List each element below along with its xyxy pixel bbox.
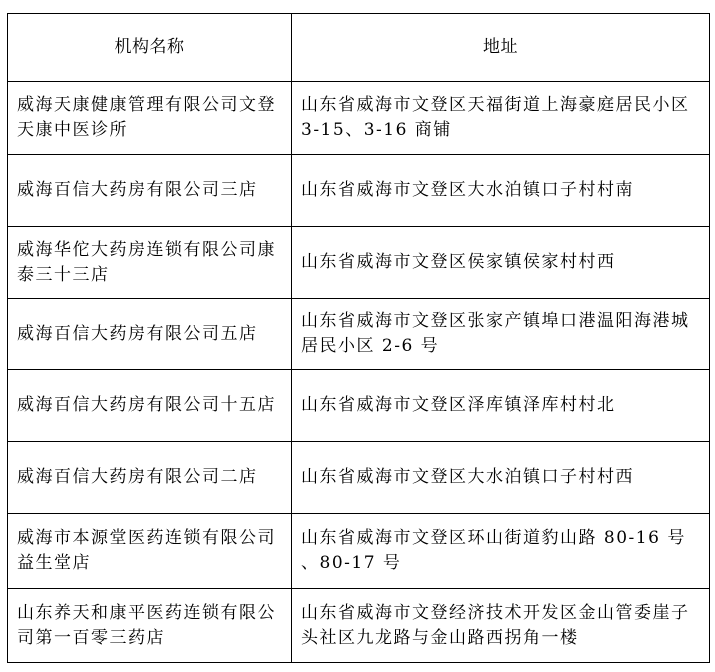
table-row xyxy=(8,370,710,442)
institution-name-cell: 威海华佗大药房连锁有限公司康泰三十三店 xyxy=(8,227,292,299)
institution-name-cell: 威海天康健康管理有限公司文登天康中医诊所 xyxy=(8,82,292,155)
institution-name-cell: 威海市本源堂医药连锁有限公司益生堂店 xyxy=(8,514,292,589)
institution-name-cell: 威海百信大药房有限公司三店 xyxy=(8,155,292,227)
table-header-row xyxy=(8,14,710,82)
institution-name-cell: 山东养天和康平医药连锁有限公司第一百零三药店 xyxy=(8,589,292,663)
institution-address-table xyxy=(7,13,710,663)
address-cell: 山东省威海市文登区天福街道上海豪庭居民小区 3-15、3-16 商铺 xyxy=(292,82,710,155)
institution-name-cell: 威海百信大药房有限公司二店 xyxy=(8,442,292,514)
table-row xyxy=(8,227,710,299)
table-row xyxy=(8,299,710,370)
table-row xyxy=(8,514,710,589)
institution-name-cell: 威海百信大药房有限公司五店 xyxy=(8,299,292,370)
address-cell: 山东省威海市文登区泽库镇泽库村村北 xyxy=(292,370,710,442)
table-row xyxy=(8,82,710,155)
table-row xyxy=(8,442,710,514)
address-cell: 山东省威海市文登经济技术开发区金山管委崖子头社区九龙路与金山路西拐角一楼 xyxy=(292,589,710,663)
header-address: 地址 xyxy=(292,14,710,82)
address-cell: 山东省威海市文登区侯家镇侯家村村西 xyxy=(292,227,710,299)
address-cell: 山东省威海市文登区大水泊镇口子村村南 xyxy=(292,155,710,227)
institution-name-cell: 威海百信大药房有限公司十五店 xyxy=(8,370,292,442)
header-institution-name: 机构名称 xyxy=(8,14,292,82)
table-row xyxy=(8,589,710,663)
table-row xyxy=(8,155,710,227)
address-cell: 山东省威海市文登区大水泊镇口子村村西 xyxy=(292,442,710,514)
address-cell: 山东省威海市文登区环山街道豹山路 80-16 号 、80-17 号 xyxy=(292,514,710,589)
address-cell: 山东省威海市文登区张家产镇埠口港温阳海港城居民小区 2-6 号 xyxy=(292,299,710,370)
